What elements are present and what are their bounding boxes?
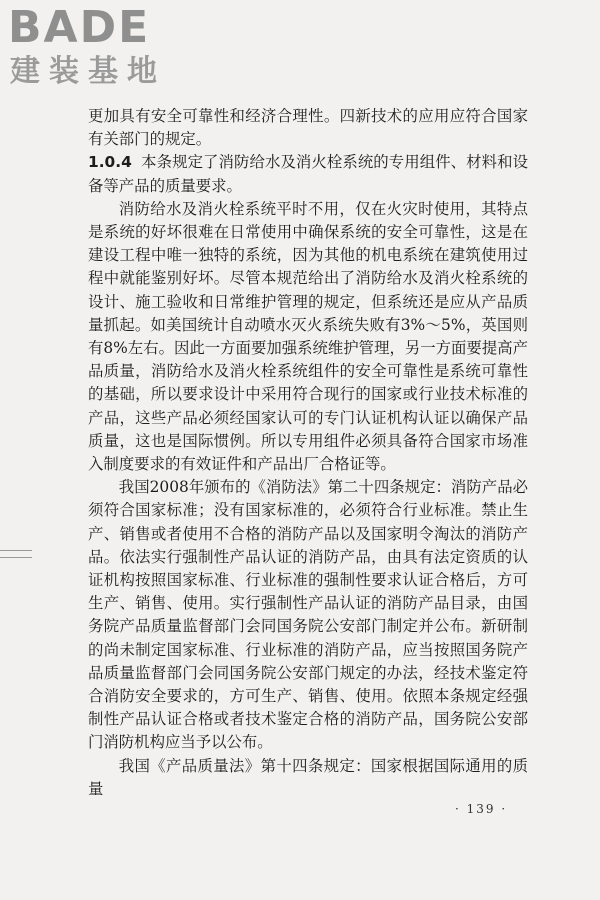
bade-logo [8,4,178,94]
page-body [88,105,528,801]
section-text: 本条规定了消防给水及消火栓系统的专用组件、材料和设备等产品的质量要求。 [88,153,528,195]
page-number: · 139 · [455,802,508,816]
paragraph-fire-law: 我国2008年颁布的《消防法》第二十四条规定：消防产品必须符合国家标准；没有国家标准的，必须符合行业标准。禁止生产、销售或者使用不合格的消防产品以及国家明令淘汰的消防产品。依法实行强制性产品认证的消防产品，由具有法定资质的认证机构按照国家标准、行业标准的强制性要求认证合格后，方可生产、销售、使用。实行强制性产品认证的消防产品目录，由国务院产品质量监督部门会同国务院公安部门制定并公布。新研制的尚未制定国家标准、行业标准的消防产品，应当按照国务院产品质量监督部门会同国务院公安部门规定的办法，经技术鉴定符合消防安全要求的，方可生产、销售、使用。依照本条规定经强制性产品认证合格或者技术鉴定合格的消防产品，国务院公安部门消防机构应当予以公布。 [88,478,528,752]
paragraph-continuation: 更加具有安全可靠性和经济合理性。四新技术的应用应符合国家有关部门的规定。 [88,107,528,149]
paragraph-system-reliability: 消防给水及消火栓系统平时不用，仅在火灾时使用，其特点是系统的好坏很难在日常使用中确保系统的安全可靠性，这是在建设工程中唯一独特的系统，因为其他的机电系统在建筑使用过程中就能鉴别好坏。尽管本规范给出了消防给水及消火栓系统的设计、施工验收和日常维护管理的规定，但系统还是应从产品质量抓起。如美国统计自动喷水灭火系统失败有3%～5%，英国则有8%左右。因此一方面要加强系统维护管理，另一方面要提高产品质量，消防给水及消火栓系统组件的安全可靠性是系统可靠性的基础，所以要求设计中采用符合现行的国家或行业技术标准的产品，这些产品必须经国家认可的专门认证机构认证以确保产品质量，这也是国际惯例。所以专用组件必须具备符合国家市场准入制度要求的有效证件和产品出厂合格证等。 [88,199,528,474]
margin-mark [0,550,32,558]
section-number: 1.0.4 [88,153,132,172]
logo-subtitle: 建装基地 [10,54,166,89]
section-1-0-4 [88,151,528,197]
paragraph-product-quality-law: 我国《产品质量法》第十四条规定：国家根据国际通用的质量 [88,756,528,798]
logo-wordmark: BADE [8,2,151,53]
